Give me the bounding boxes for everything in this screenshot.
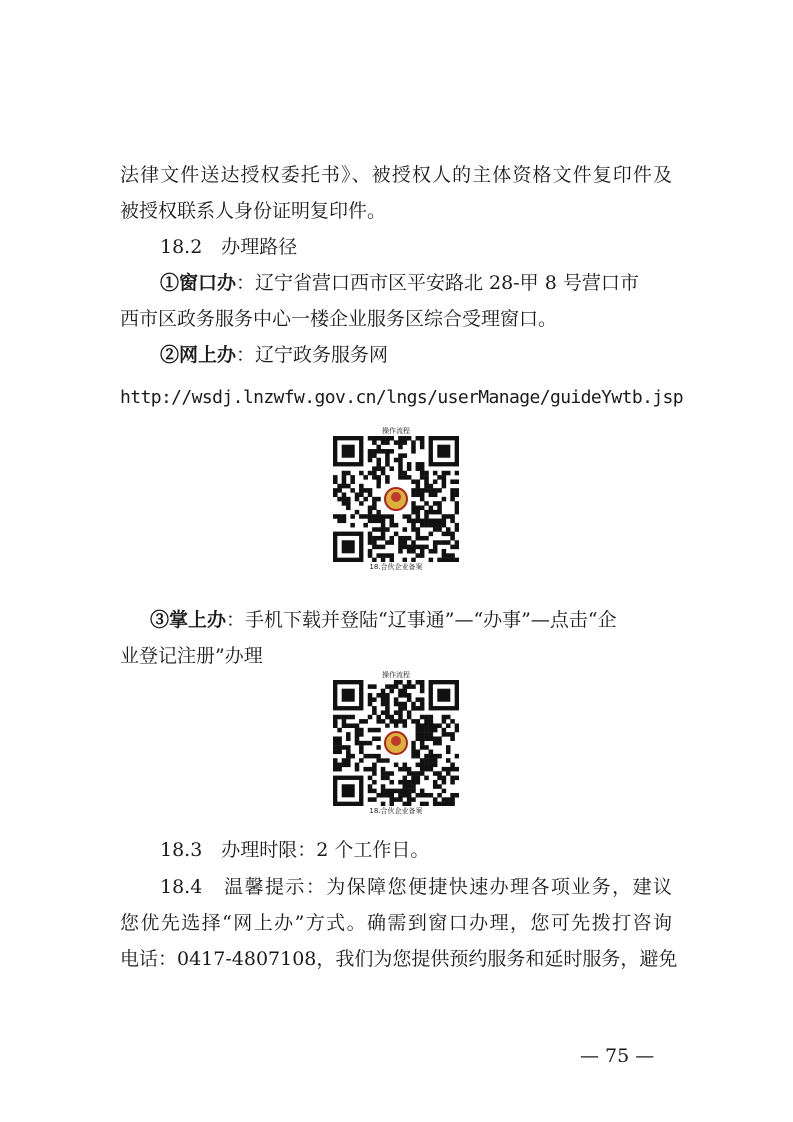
qr-code-block — [333, 670, 459, 816]
qr-code-icon — [333, 436, 459, 562]
qr-title: 操作流程 — [382, 427, 410, 435]
window-office-label: ①窗口办 — [160, 272, 237, 294]
section-heading-18-3: 18.3 办理时限：2 个工作日。 — [160, 839, 430, 861]
mobile-office-line — [150, 607, 617, 633]
online-office-text: ：辽宁政务服务网 — [236, 344, 389, 366]
text-line: 西市区政务服务中心一楼企业服务区综合受理窗口。 — [120, 308, 558, 330]
service-url[interactable]: http://wsdj.lnzwfw.gov.cn/lngs/userManage/guideYwtb.jsp — [120, 387, 684, 408]
qr-caption: 18.合伙企业备案 — [369, 563, 423, 571]
text-line: 法律文件送达授权委托书》、被授权人的主体资格文件复印件及 — [120, 164, 672, 186]
section-heading-18-4: 18.4 温馨提示：为保障您便捷快速办理各项业务，建议 — [160, 876, 672, 898]
window-office-line — [160, 270, 639, 296]
online-office-line — [160, 342, 388, 368]
qr-code-block — [333, 426, 459, 572]
qr-code-icon — [333, 680, 459, 806]
qr-title: 操作流程 — [382, 671, 410, 679]
text-line: 业登记注册”办理 — [120, 645, 263, 667]
page-number: — 75 — — [580, 1045, 655, 1067]
text-line: 被授权联系人身份证明复印件。 — [120, 200, 387, 222]
mobile-office-label: ③掌上办 — [150, 609, 227, 631]
text-line: 电话：0417-4807108，我们为您提供预约服务和延时服务，避免 — [120, 948, 678, 970]
section-heading-18-2: 18.2 办理路径 — [160, 236, 298, 258]
qr-caption: 18.合伙企业备案 — [369, 807, 423, 815]
window-office-address: ：辽宁省营口西市区平安路北 28-甲 8 号营口市 — [236, 272, 639, 294]
online-office-label: ②网上办 — [160, 344, 237, 366]
mobile-office-text: ：手机下载并登陆“辽事通”—“办事”—点击“企 — [226, 609, 617, 631]
text-line: 您优先选择“网上办”方式。确需到窗口办理，您可先拨打咨询 — [120, 912, 672, 934]
